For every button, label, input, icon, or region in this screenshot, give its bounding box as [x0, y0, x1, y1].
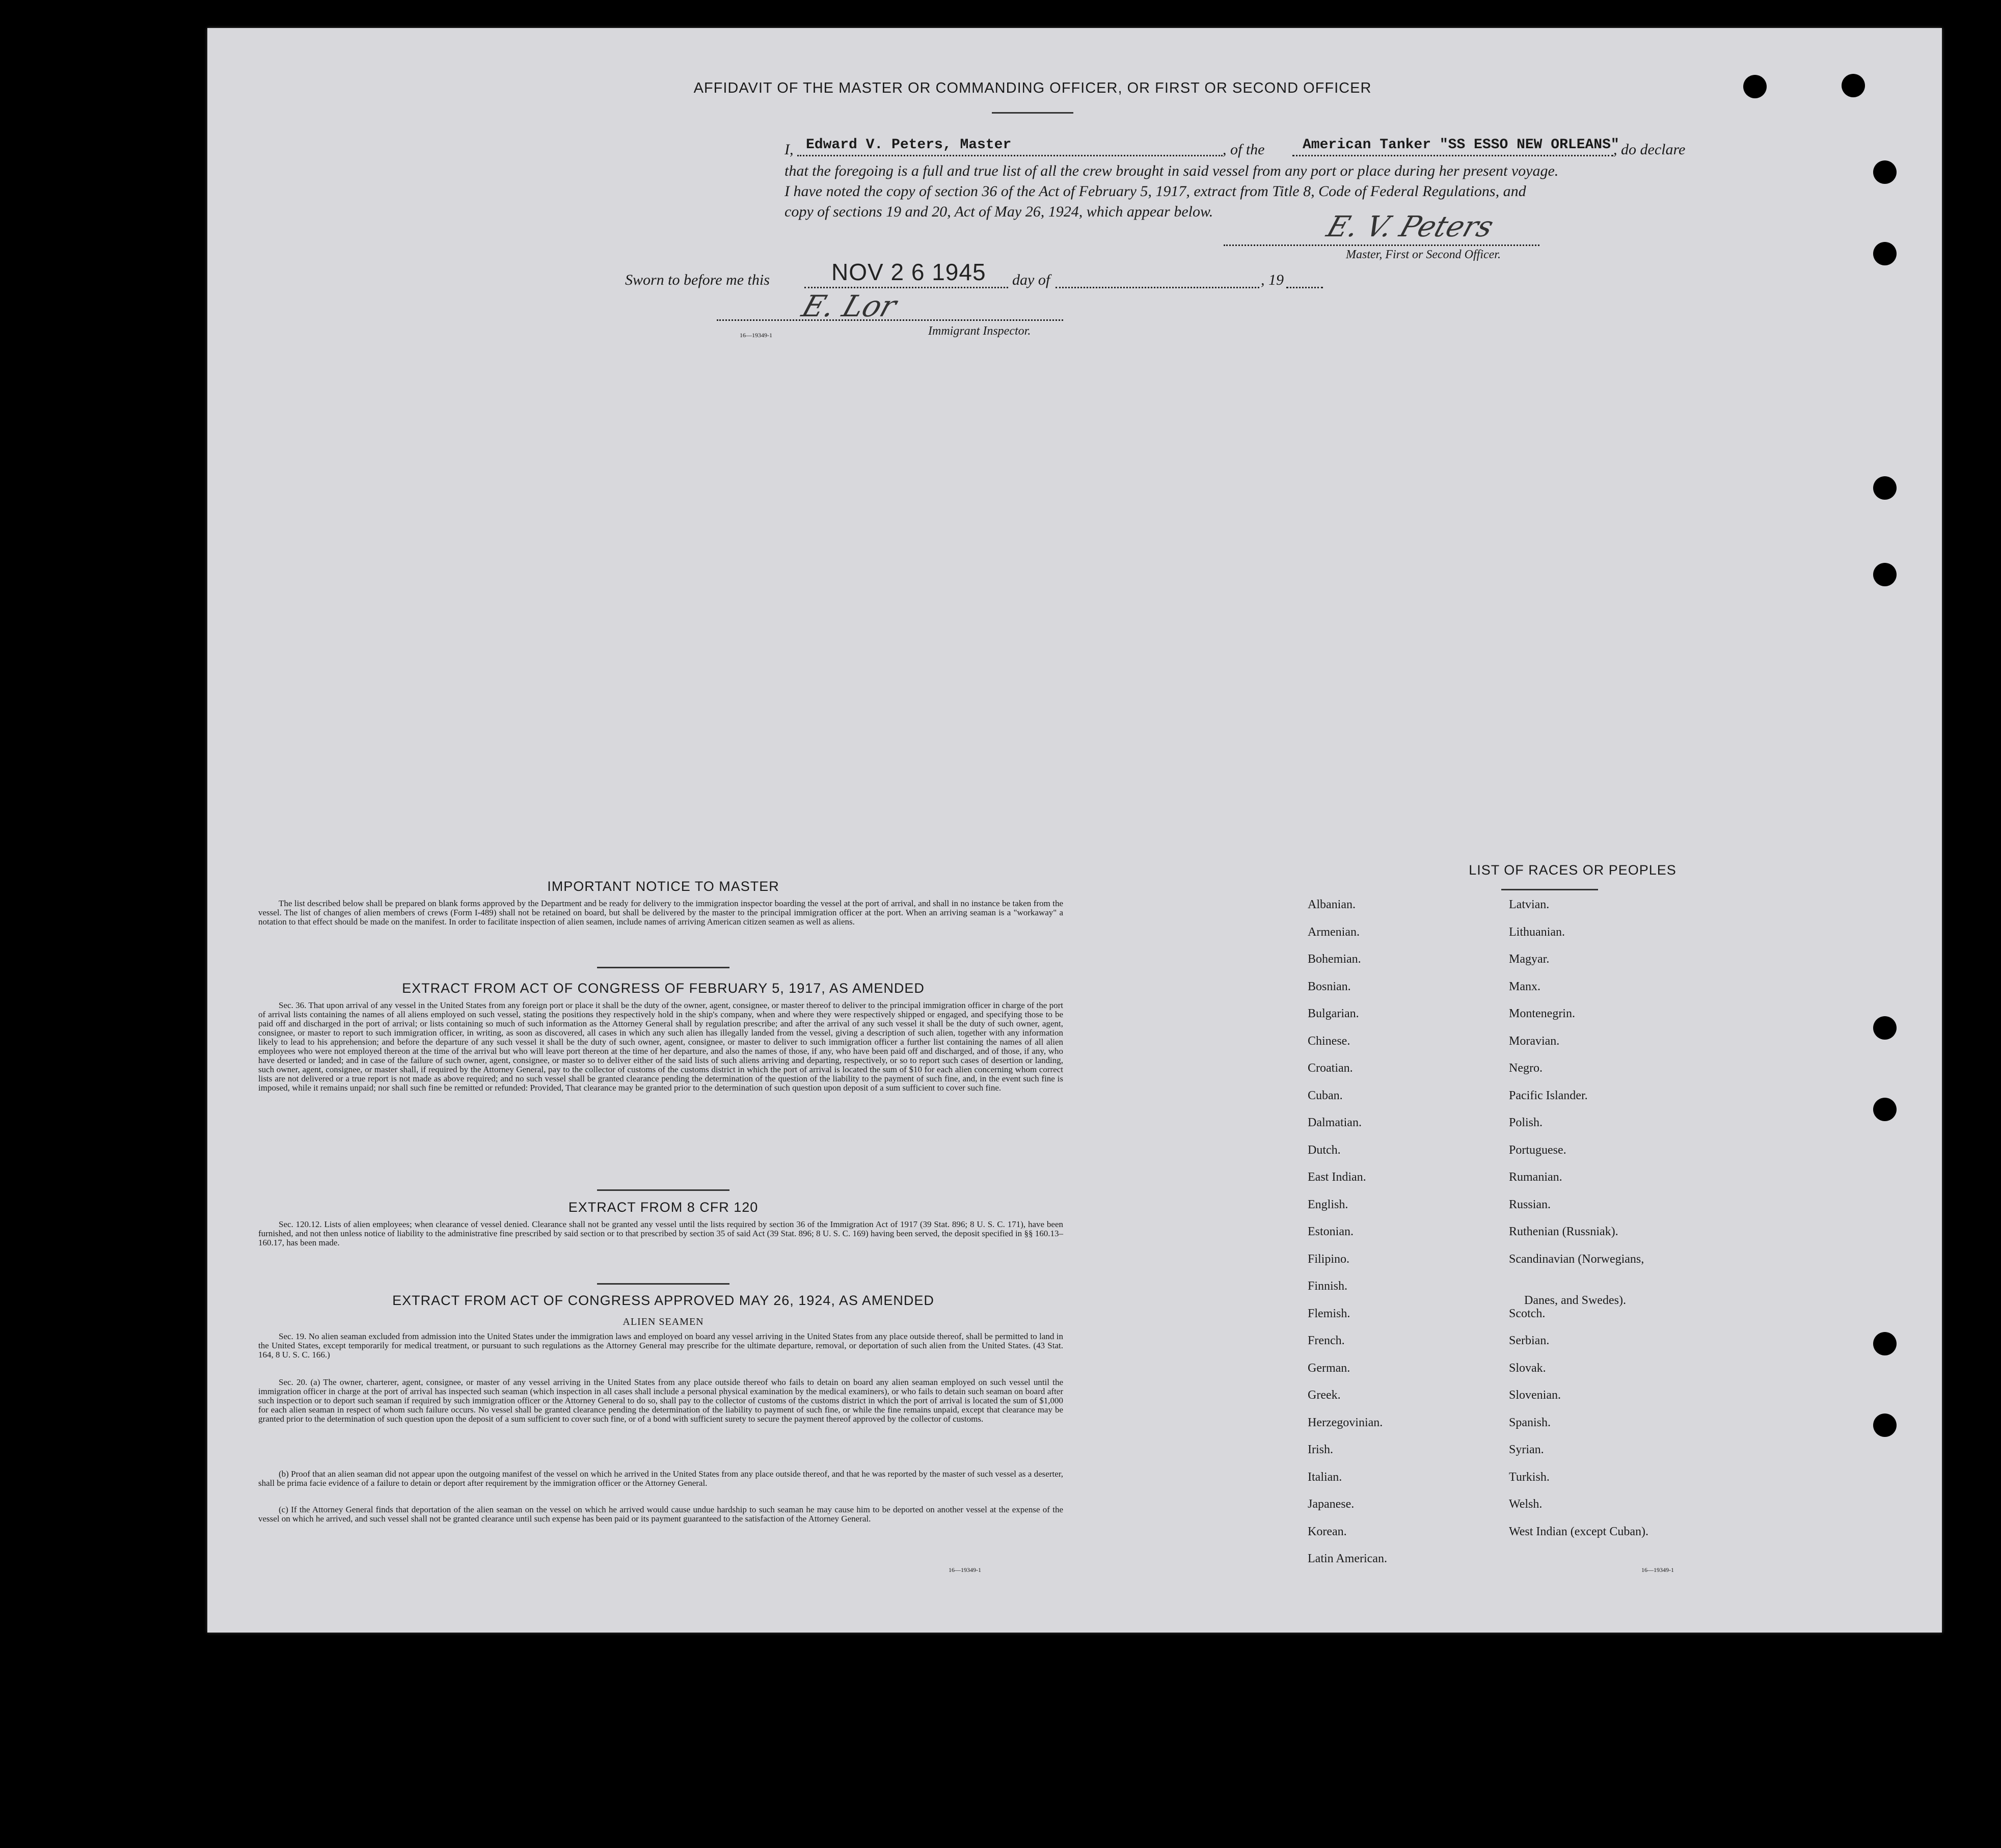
extract-1924-sec19: Sec. 19. No alien seaman excluded from admission into the United States under the immigration laws and employed on board any vessel arriving in the United States from any place outside thereof, shall be permitted to land in the United States, except temporarily for medical treatment, or pursuant to such regulations as the Attorney General may prescribe for the ultimate departure, removal, or deportation of such alien from the United States. (43 Stat. 164, 8 U. S. C. 166.) — [258, 1331, 1063, 1360]
race-item: Rumanian. — [1509, 1171, 1562, 1184]
affidavit-line-3: I have noted the copy of section 36 of the Act of February 5, 1917, extract from Title 8, Code of Federal Regulations, and — [785, 183, 1526, 200]
year-prefix: , 19 — [1261, 271, 1284, 288]
race-item: Bosnian. — [1308, 980, 1351, 993]
race-item: Korean. — [1308, 1525, 1347, 1538]
race-item: Bulgarian. — [1308, 1007, 1359, 1020]
race-item: Herzegovinian. — [1308, 1416, 1383, 1429]
of-the-text: , of the — [1223, 141, 1265, 158]
race-item: East Indian. — [1308, 1171, 1366, 1184]
race-item: Russian. — [1509, 1198, 1551, 1211]
vessel-name-line — [1292, 155, 1613, 156]
race-item: Spanish. — [1509, 1416, 1551, 1429]
race-item: Slovak. — [1509, 1361, 1546, 1375]
inspector-line — [717, 319, 1063, 321]
punch-hole — [1873, 242, 1897, 265]
race-item: Italian. — [1308, 1470, 1342, 1484]
race-item: Irish. — [1308, 1443, 1333, 1456]
month-line — [1056, 287, 1259, 288]
master-signature: E. V. Peters — [1322, 210, 1498, 243]
race-item: Turkish. — [1509, 1470, 1550, 1484]
race-item: Slovenian. — [1509, 1389, 1561, 1402]
cfr-text: Sec. 120.12. Lists of alien employees; when clearance of vessel denied. Clearance shall not be granted any vessel until the lists required by section 36 of the Immigration Act of 1917 (39 Stat. 896; 8 U. S. C. 171), have been furnished, and not then unless notice of liability to the administrative fine prescribed by said section or to that prescribed by section 35 of said Act (39 Stat. 896; 8 U. S. C. 169) having been served, the deposit specified in §§ 160.13–160.17, has been made. — [258, 1219, 1063, 1247]
punch-hole — [1873, 160, 1897, 184]
master-name: Edward V. Peters, Master — [806, 137, 1012, 153]
document-sheet — [207, 28, 1942, 1633]
race-item: Serbian. — [1509, 1334, 1550, 1347]
race-item: Pacific Islander. — [1509, 1089, 1588, 1102]
extract-1924-sec20c: (c) If the Attorney General finds that deportation of the alien seaman on the vessel on which he arrived would cause undue hardship to such seaman he may cause him to be deported on another vessel at the expense of the vessel on which he arrived, and such vessel shall not be granted clearance until such expense has been paid or its payment guaranteed to the satisfaction of the Attorney General. — [258, 1505, 1063, 1524]
extract-1917-text: Sec. 36. That upon arrival of any vessel in the United States from any foreign port or place it shall be the duty of the owner, agent, consignee, or master thereof to deliver to the principal immigration officer in charge of the port of arrival lists containing the names of all aliens employed on such vessel, stating the positions they respectively hold in the ship's company, when and where they were respectively shipped or engaged, and specifying those to be paid off and discharged in the port of arrival; or lists containing so much of such information as the Attorney General shall by regulation prescribe; and after the arrival of any such vessel it shall be the duty of such owner, agent, consignee, or master to report to such immigration officer, in writing, as soon as discovered, all cases in which any such alien has illegally landed from the vessel, giving a description of such alien, together with any information likely to lead to his apprehension; and before the departure of any such vessel it shall be the duty of such owner, agent, consignee, or master to deliver to such immigration officer a further list containing the names of all alien employees who were not employed thereon at the time of the arrival but who will leave port thereon at the time of her departure, and also the names of those, if any, who have been paid off and discharged, and of those, if any, who have deserted or landed; and in case of the failure of such owner, agent, consignee, or master so to deliver either of the said lists of such aliens arriving and departing, respectively, or so to report such cases of desertion or landing, such owner, agent, consignee, or master shall, if required by the Attorney General, pay to the collector of customs of the customs district in which the port of arrival is located the sum of $10 for each alien concerning whom correct lists are not delivered or a true report is not made as above required; and no such vessel shall be granted clearance pending the determination of the question of the liability to the payment of such fine, and, in the event such fine is imposed, while it remains unpaid; nor shall such fine be remitted or refunded: Provided, That clearance may be granted prior to the determination of such question upon deposit of a sum sufficient to cover such fine. — [258, 1000, 1063, 1093]
race-item: Magyar. — [1509, 953, 1550, 966]
signature-caption: Master, First or Second Officer. — [1346, 248, 1501, 261]
punch-hole — [1873, 563, 1897, 586]
race-item: Dalmatian. — [1308, 1116, 1362, 1129]
race-item: Greek. — [1308, 1389, 1341, 1402]
race-item: Montenegrin. — [1509, 1007, 1575, 1020]
punch-hole — [1873, 1098, 1897, 1121]
affidavit-title: AFFIDAVIT OF THE MASTER OR COMMANDING OFFICER, OR FIRST OR SECOND OFFICER — [693, 80, 1372, 96]
race-item: Portuguese. — [1509, 1143, 1566, 1157]
race-item: West Indian (except Cuban). — [1509, 1525, 1648, 1538]
race-item: Danes, and Swedes). — [1524, 1294, 1626, 1307]
date-stamp: NOV 2 6 1945 — [831, 259, 986, 285]
vessel-name: American Tanker "SS ESSO NEW ORLEANS" — [1303, 137, 1619, 153]
race-item: Latin American. — [1308, 1552, 1387, 1565]
extract-1924-title: EXTRACT FROM ACT OF CONGRESS APPROVED MAY 26, 1924, AS AMENDED — [392, 1293, 934, 1308]
sworn-prefix: Sworn to before me this — [625, 271, 770, 288]
race-item: Polish. — [1509, 1116, 1543, 1129]
race-item: Manx. — [1509, 980, 1540, 993]
race-item: Croatian. — [1308, 1062, 1353, 1075]
race-item: Cuban. — [1308, 1089, 1343, 1102]
inspector-caption: Immigrant Inspector. — [928, 324, 1031, 338]
race-item: Scotch. — [1509, 1307, 1546, 1320]
year-line — [1286, 287, 1323, 288]
master-name-line — [797, 155, 1223, 156]
race-item: Japanese. — [1308, 1498, 1355, 1511]
punch-hole — [1873, 1414, 1897, 1437]
sworn-date-line — [804, 287, 1008, 288]
punch-hole — [1873, 1332, 1897, 1355]
race-item: Lithuanian. — [1509, 925, 1565, 939]
race-item: English. — [1308, 1198, 1348, 1211]
races-title-underline — [1501, 889, 1598, 890]
race-item: Flemish. — [1308, 1307, 1350, 1320]
race-item: Filipino. — [1308, 1252, 1350, 1266]
section-divider — [597, 1189, 729, 1191]
cfr-title: EXTRACT FROM 8 CFR 120 — [568, 1200, 759, 1215]
race-item: Estonian. — [1308, 1225, 1354, 1238]
punch-hole — [1873, 476, 1897, 500]
signature-line — [1224, 244, 1539, 246]
extract-1924-sec20a: Sec. 20. (a) The owner, charterer, agent, consignee, or master of any vessel arriving in the United States from any place outside thereof who fails to detain on board any alien seaman employed on such vessel until the immigration officer in charge at the port of arrival has inspected such seaman (which inspection in all cases shall include a personal physical examination by the medical examiners), or who fails to detain such seaman on board after such inspection or to deport such seaman if required by such immigration officer or the Attorney General to do so, shall pay to the collector of customs of the customs district in which the port of arrival is located the sum of $1,000 for each alien seaman in respect of whom such failure occurs. No vessel shall be granted clearance pending the determination of the liability to payment of such fine, or while the fine remains unpaid, except that clearance may be granted prior to the determination of such question upon the deposit of a sum sufficient to cover such fine, or of a bond with sufficient surety to secure the payment thereof approved by the collector of customs. — [258, 1377, 1063, 1424]
day-of-text: day of — [1012, 271, 1050, 288]
race-item: German. — [1308, 1361, 1350, 1375]
race-item: Ruthenian (Russniak). — [1509, 1225, 1618, 1238]
inspector-signature: E. Lor — [797, 289, 901, 323]
race-item: Dutch. — [1308, 1143, 1341, 1157]
race-item: Welsh. — [1509, 1498, 1543, 1511]
notice-text: The list described below shall be prepared on blank forms approved by the Department and be ready for delivery to the immigration inspector boarding the vessel at the port of arrival, and shall in no instance be taken from the vessel. The list of changes of alien members of crews (Form I-489) shall not be retained on board, but shall be delivered by the master to the principal immigration officer at the port. When an arriving seaman is a "workaway" a notation to that effect should be made on the manifest. In order to facilitate inspection of alien seamen, include names of arriving American citizen seamen as well as aliens. — [258, 899, 1063, 927]
alien-seamen-subtitle: ALIEN SEAMEN — [623, 1316, 704, 1327]
races-title: LIST OF RACES OR PEOPLES — [1469, 862, 1676, 878]
punch-hole — [1842, 74, 1865, 97]
affidavit-line-2: that the foregoing is a full and true list of all the crew brought in said vessel from any port or place during her present voyage. — [785, 162, 1559, 179]
affidavit-line-4: copy of sections 19 and 20, Act of May 26, 1924, which appear below. — [785, 203, 1213, 220]
race-item: Albanian. — [1308, 898, 1356, 911]
form-number: 16—19349-1 — [740, 332, 772, 339]
race-item: French. — [1308, 1334, 1345, 1347]
race-item: Bohemian. — [1308, 953, 1361, 966]
form-number: 16—19349-1 — [949, 1566, 981, 1573]
extract-1924-sec20b: (b) Proof that an alien seaman did not appear upon the outgoing manifest of the vessel on which he arrived in the United States from any place outside thereof, and that he was reported by the master of such vessel as a deserter, shall be prima facie evidence of a failure to detain or deport after requirement by the immigration officer or the Attorney General. — [258, 1469, 1063, 1488]
race-item: Scandinavian (Norwegians, — [1509, 1252, 1644, 1266]
do-declare-text: , do declare — [1613, 141, 1686, 158]
race-item: Syrian. — [1509, 1443, 1544, 1456]
race-item: Armenian. — [1308, 925, 1360, 939]
extract-1917-title: EXTRACT FROM ACT OF CONGRESS OF FEBRUARY 5, 1917, AS AMENDED — [402, 981, 925, 996]
punch-hole — [1873, 1016, 1897, 1040]
form-number: 16—19349-1 — [1641, 1566, 1674, 1573]
race-item: Negro. — [1509, 1062, 1543, 1075]
race-item: Finnish. — [1308, 1280, 1348, 1293]
section-divider — [597, 1283, 729, 1285]
race-item: Latvian. — [1509, 898, 1550, 911]
punch-hole — [1743, 75, 1767, 98]
affidavit-i: I, — [785, 141, 794, 158]
notice-title: IMPORTANT NOTICE TO MASTER — [547, 879, 779, 894]
race-item: Moravian. — [1509, 1034, 1560, 1048]
section-divider — [597, 967, 729, 968]
title-underline — [992, 112, 1073, 114]
race-item: Chinese. — [1308, 1034, 1350, 1048]
